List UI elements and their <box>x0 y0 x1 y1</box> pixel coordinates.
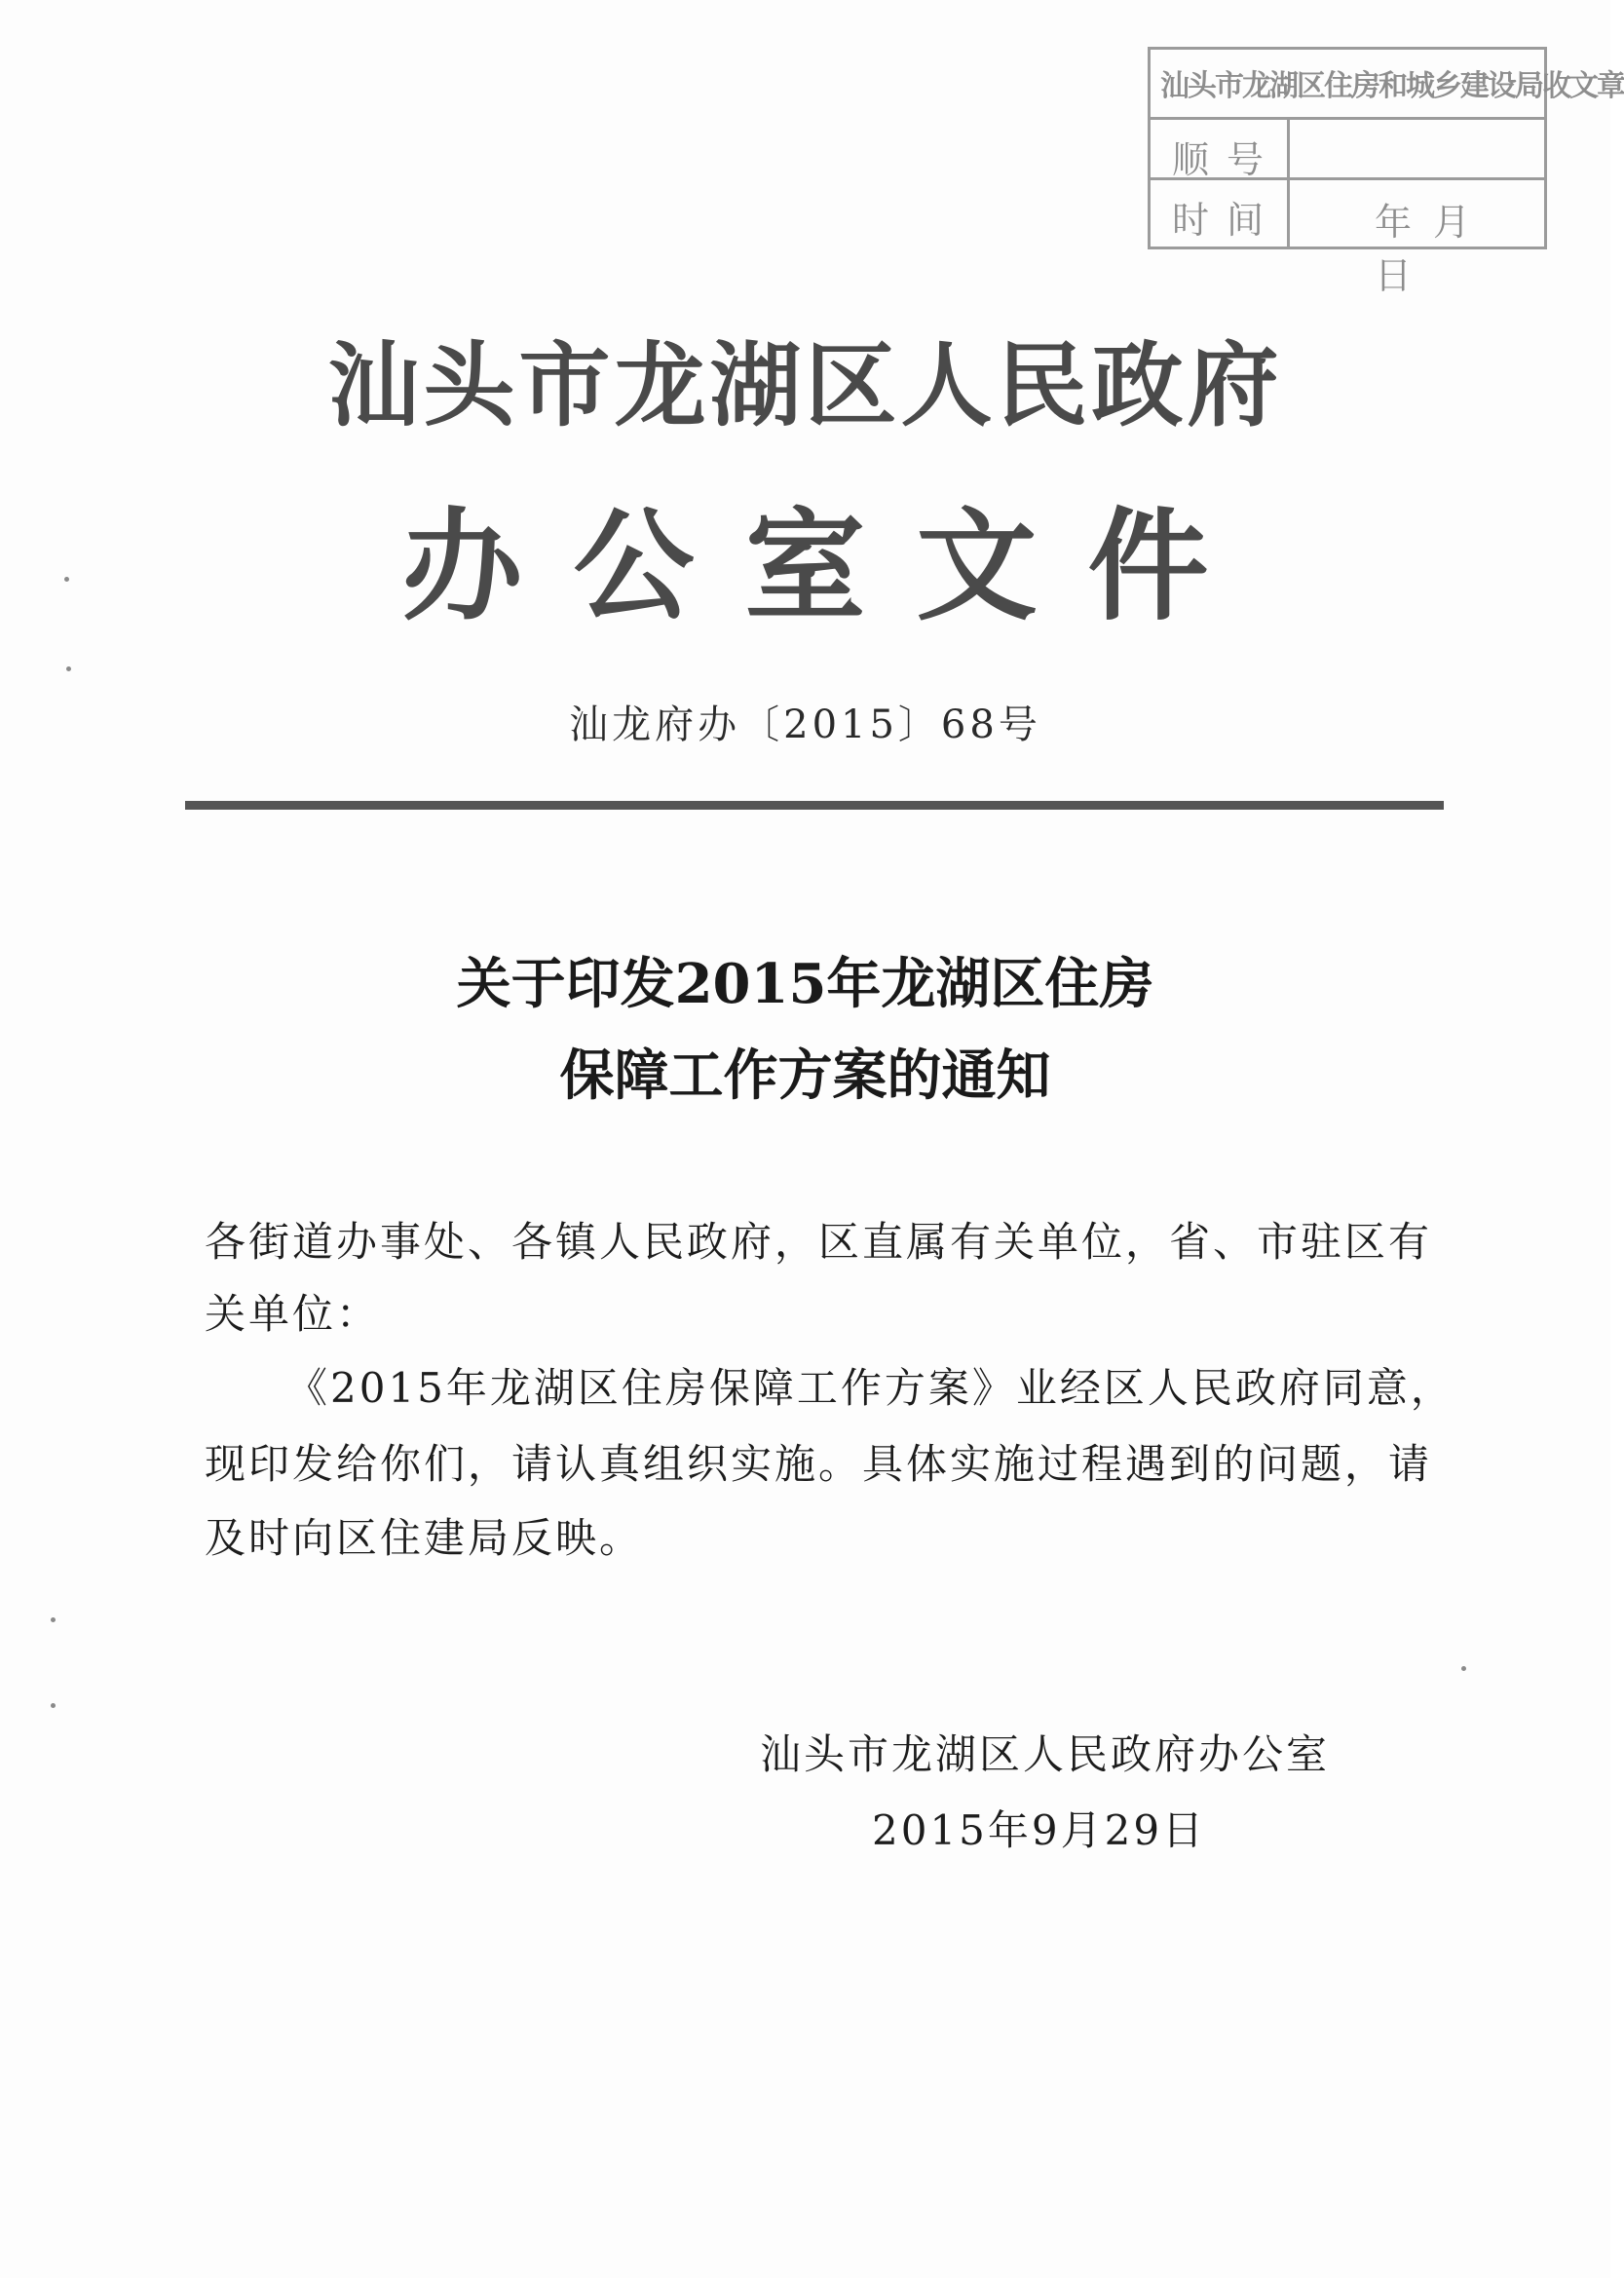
recipients-line-2: 关单位： <box>205 1290 381 1338</box>
stamp-title: 汕头市龙湖区住房和城乡建设局收文章 <box>1160 69 1624 103</box>
document-kind-heading: 办公室文件 <box>401 497 1260 637</box>
scan-speck <box>51 1703 56 1708</box>
stamp-time-label: 时间 <box>1172 199 1282 242</box>
scan-speck <box>1461 1666 1466 1671</box>
document-number: 汕龙府办〔2015〕68号 <box>569 702 1041 747</box>
signing-office: 汕头市龙湖区人民政府办公室 <box>760 1730 1331 1778</box>
receipt-stamp <box>1148 47 1624 297</box>
stamp-number-row <box>1151 120 1544 180</box>
header-divider <box>185 801 1444 810</box>
stamp-time-row <box>1151 180 1544 297</box>
scan-speck <box>64 577 69 582</box>
stamp-number-label: 顺号 <box>1172 138 1282 181</box>
stamp-date-placeholder: 年月日 <box>1375 201 1492 297</box>
notice-title-line-2: 保障工作方案的通知 <box>559 1044 1051 1108</box>
scan-speck <box>66 666 71 671</box>
stamp-title-row <box>1151 50 1624 120</box>
issuer-heading: 汕头市龙湖区人民政府 <box>327 333 1283 439</box>
body-paragraph-line-2: 现印发给你们，请认真组织实施。具体实施过程遇到的问题，请 <box>205 1440 1433 1488</box>
recipients-line-1: 各街道办事处、各镇人民政府，区直属有关单位，省、市驻区有 <box>205 1218 1433 1266</box>
signing-date: 2015年9月29日 <box>872 1806 1207 1854</box>
scan-speck <box>51 1617 56 1622</box>
body-paragraph-line-3: 及时向区住建局反映。 <box>205 1514 644 1562</box>
body-paragraph-line-1: 《2015年龙湖区住房保障工作方案》业经区人民政府同意， <box>286 1364 1454 1412</box>
notice-title-line-1: 关于印发2015年龙湖区住房 <box>456 952 1154 1016</box>
